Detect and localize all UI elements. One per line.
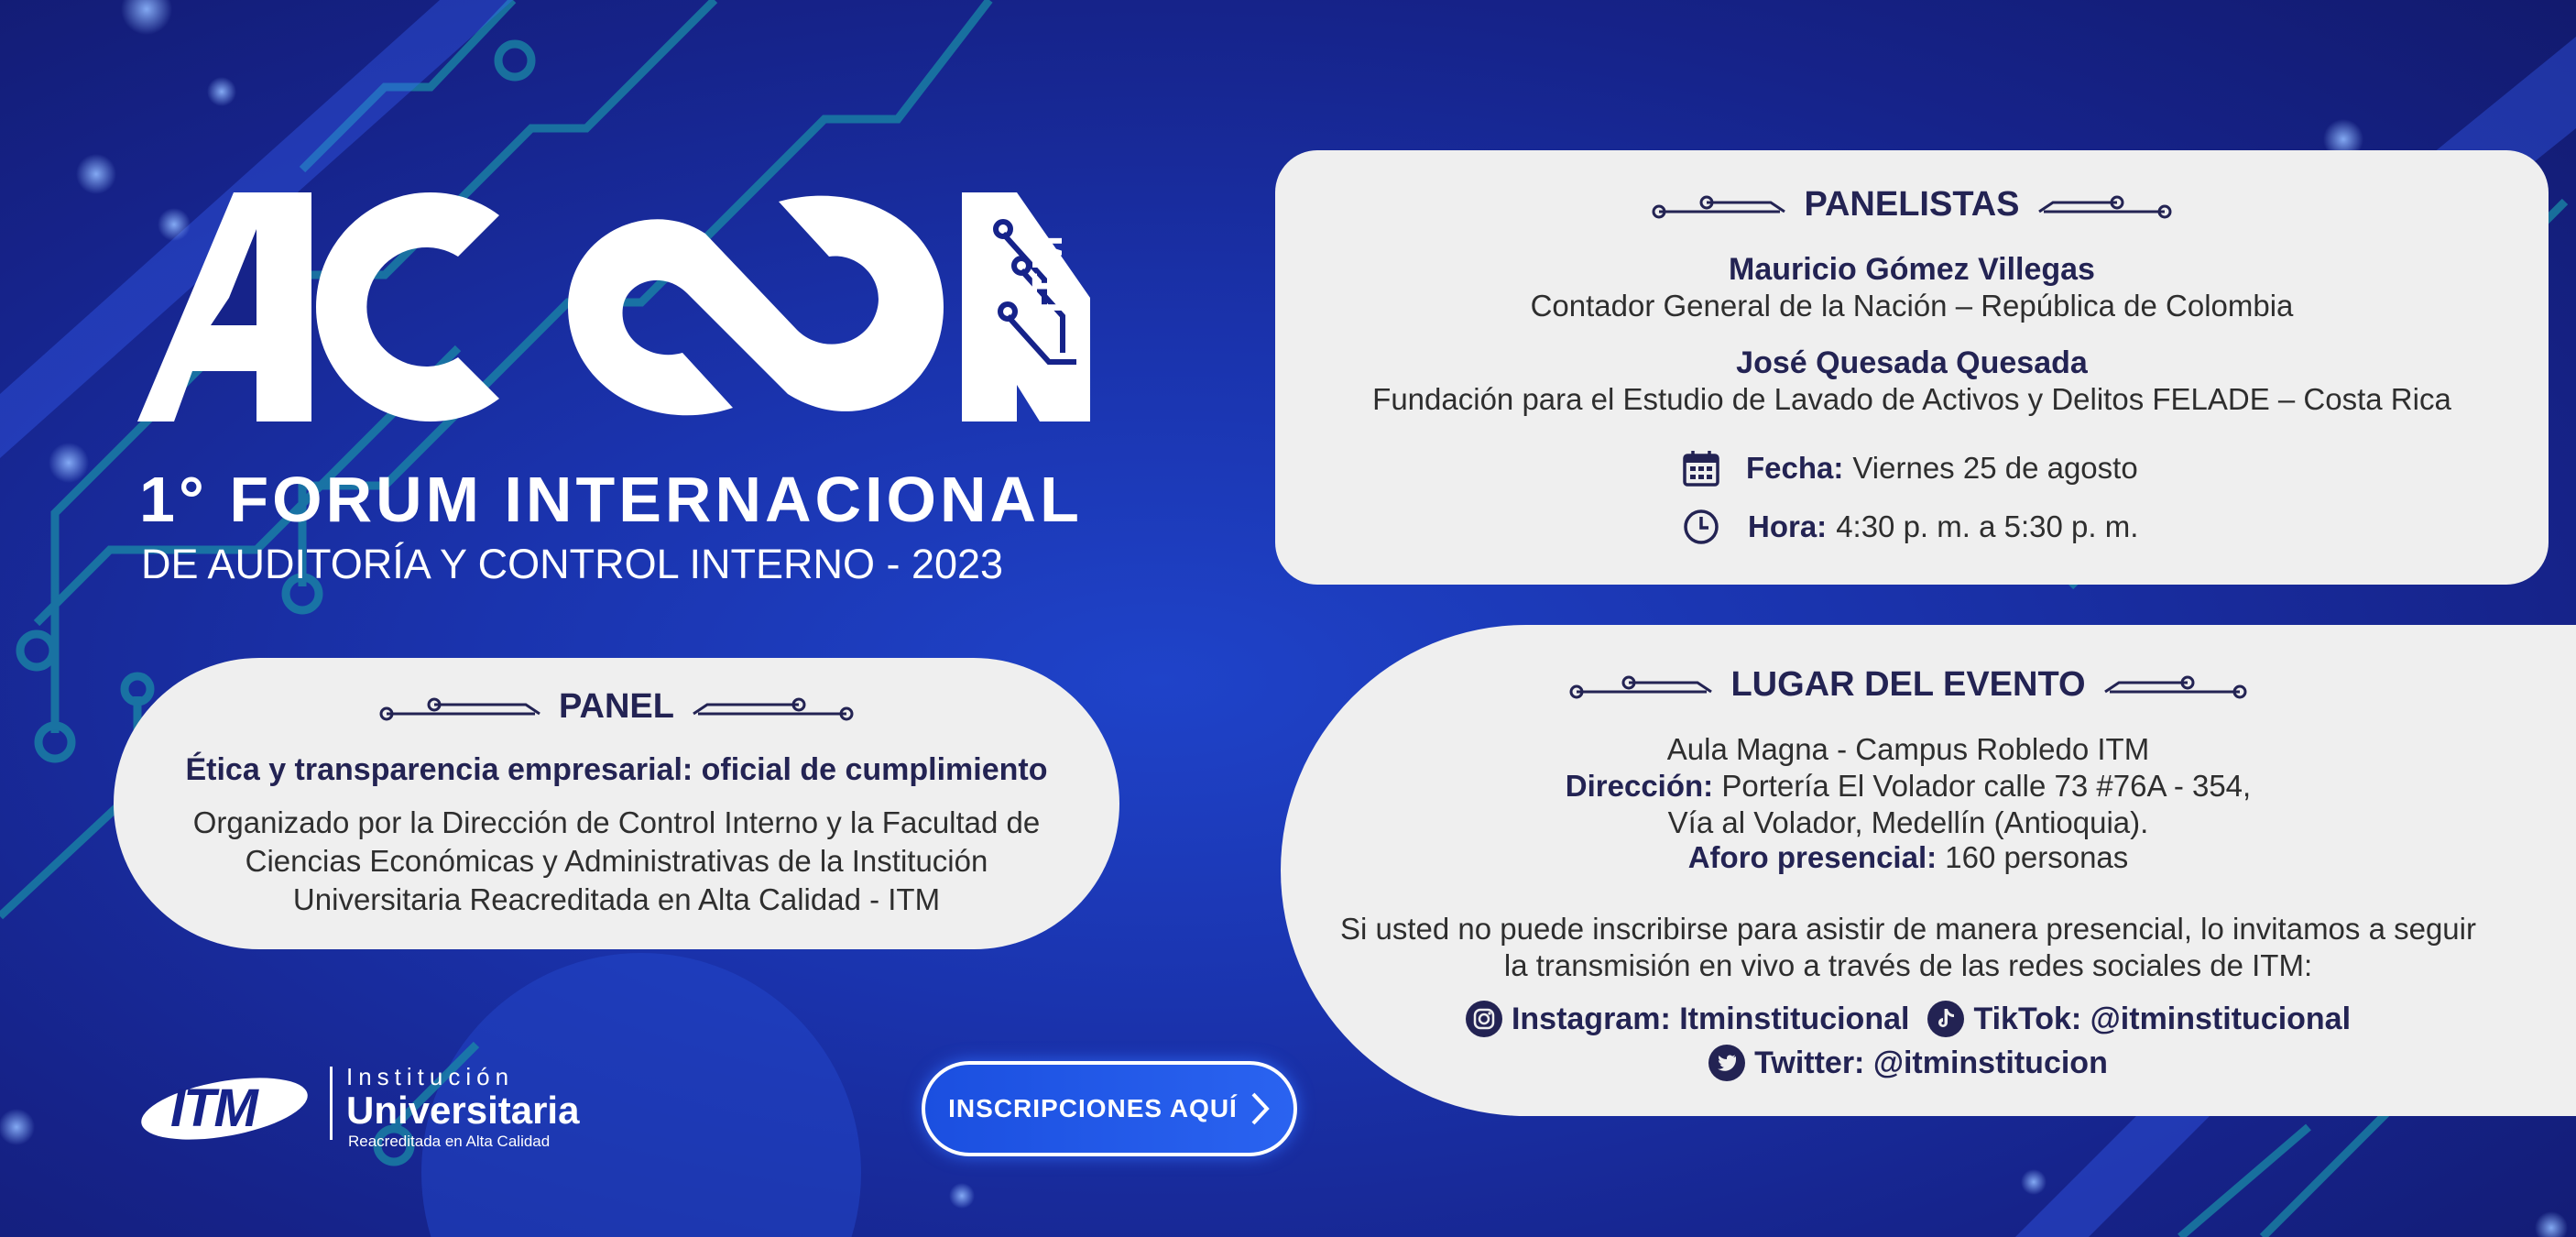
institution-line2: Universitaria <box>346 1089 580 1132</box>
tiktok-icon <box>1927 1001 1964 1037</box>
venue-name: Aula Magna - Campus Robledo ITM <box>1666 732 2150 766</box>
tiktok-handle: TikTok: @itminstitucional <box>1973 1001 2352 1036</box>
panel-description-line: Organizado por la Dirección de Control Interno y la Facultad de <box>192 805 1041 839</box>
address-value: Portería El Volador calle 73 #76A - 354, <box>1721 769 2252 803</box>
itm-logo-text: ITM <box>170 1078 257 1138</box>
lugar-content <box>1281 625 2536 1116</box>
capacity-label: Aforo presencial: <box>1687 840 1937 874</box>
institution-line1: Institución <box>346 1063 515 1090</box>
forum-title: 1° FORUM INTERNACIONAL <box>139 464 1083 535</box>
panel-description-line: Ciencias Económicas y Administrativas de la Institución <box>245 844 988 878</box>
panel-heading: PANEL <box>559 687 674 726</box>
twitter-handle: Twitter: @itminstitucion <box>1754 1045 2108 1080</box>
acon-logo <box>137 179 1090 435</box>
social-row-2 <box>1281 1045 2536 1081</box>
itm-divider <box>330 1067 333 1140</box>
panelist-name: Mauricio Gómez Villegas <box>1729 252 2095 287</box>
capacity-line <box>1281 839 2536 876</box>
panel-heading-row <box>114 687 1119 727</box>
institution-line3: Reacreditada en Alta Calidad <box>348 1133 551 1150</box>
stream-text: la transmisión en vivo a través de las redes sociales de ITM: <box>1503 948 2313 982</box>
lugar-card <box>1281 625 2576 1116</box>
lugar-heading-row <box>1281 665 2536 705</box>
ornament-left-icon <box>379 694 553 721</box>
capacity-value: 160 personas <box>1945 840 2129 874</box>
date-value: Viernes 25 de agosto <box>1852 451 2138 485</box>
ornament-right-icon <box>680 694 854 721</box>
time-value: 4:30 p. m. a 5:30 p. m. <box>1836 509 2139 543</box>
panel-topic: Ética y transparencia empresarial: oficial de cumplimiento <box>185 752 1048 787</box>
social-row-1 <box>1281 1001 2536 1037</box>
panelist-name: José Quesada Quesada <box>1736 345 2088 380</box>
instagram-icon <box>1466 1001 1502 1037</box>
stream-text: Si usted no puede inscribirse para asistir de manera presencial, lo invitamos a seguir <box>1340 912 2476 946</box>
tiktok-link[interactable] <box>1927 1001 2351 1037</box>
instagram-link[interactable] <box>1466 1001 1910 1037</box>
ornament-left-icon <box>1569 672 1725 699</box>
address-line <box>1281 768 2536 805</box>
instagram-handle: Instagram: Itminstitucional <box>1511 1001 1910 1036</box>
ornament-left-icon <box>1652 192 1798 219</box>
chevron-right-icon <box>1250 1091 1271 1126</box>
panel-description-line: Universitaria Reacreditada en Alta Calidad - ITM <box>292 882 941 916</box>
date-label: Fecha: <box>1746 451 1844 485</box>
register-button-label: INSCRIPCIONES AQUÍ <box>948 1094 1238 1122</box>
panelistas-heading: PANELISTAS <box>1804 185 2020 224</box>
calendar-icon <box>1682 449 1720 487</box>
time-row <box>1682 508 2138 546</box>
itm-institution-logo <box>137 1063 595 1150</box>
twitter-link[interactable] <box>1708 1045 2108 1081</box>
ornament-right-icon <box>2091 672 2247 699</box>
time-label: Hora: <box>1748 509 1828 543</box>
lugar-heading: LUGAR DEL EVENTO <box>1730 665 2086 704</box>
panelistas-card <box>1275 150 2549 585</box>
panelistas-heading-row <box>1275 185 2549 224</box>
register-button[interactable] <box>922 1061 1297 1156</box>
forum-subtitle: DE AUDITORÍA Y CONTROL INTERNO - 2023 <box>141 541 1004 587</box>
address-label: Dirección: <box>1565 769 1714 803</box>
clock-icon <box>1682 508 1720 546</box>
date-row <box>1682 449 2138 487</box>
ornament-right-icon <box>2025 192 2172 219</box>
panel-card <box>114 658 1119 949</box>
address-line2: Vía al Volador, Medellín (Antioquia). <box>1667 805 2149 839</box>
twitter-icon <box>1708 1045 1745 1081</box>
panelist-role: Contador General de la Nación – República de Colombia <box>1530 289 2294 323</box>
itm-vertical-tag: ITM <box>1023 232 1071 313</box>
panelist-role: Fundación para el Estudio de Lavado de Activos y Delitos FELADE – Costa Rica <box>1372 382 2451 416</box>
